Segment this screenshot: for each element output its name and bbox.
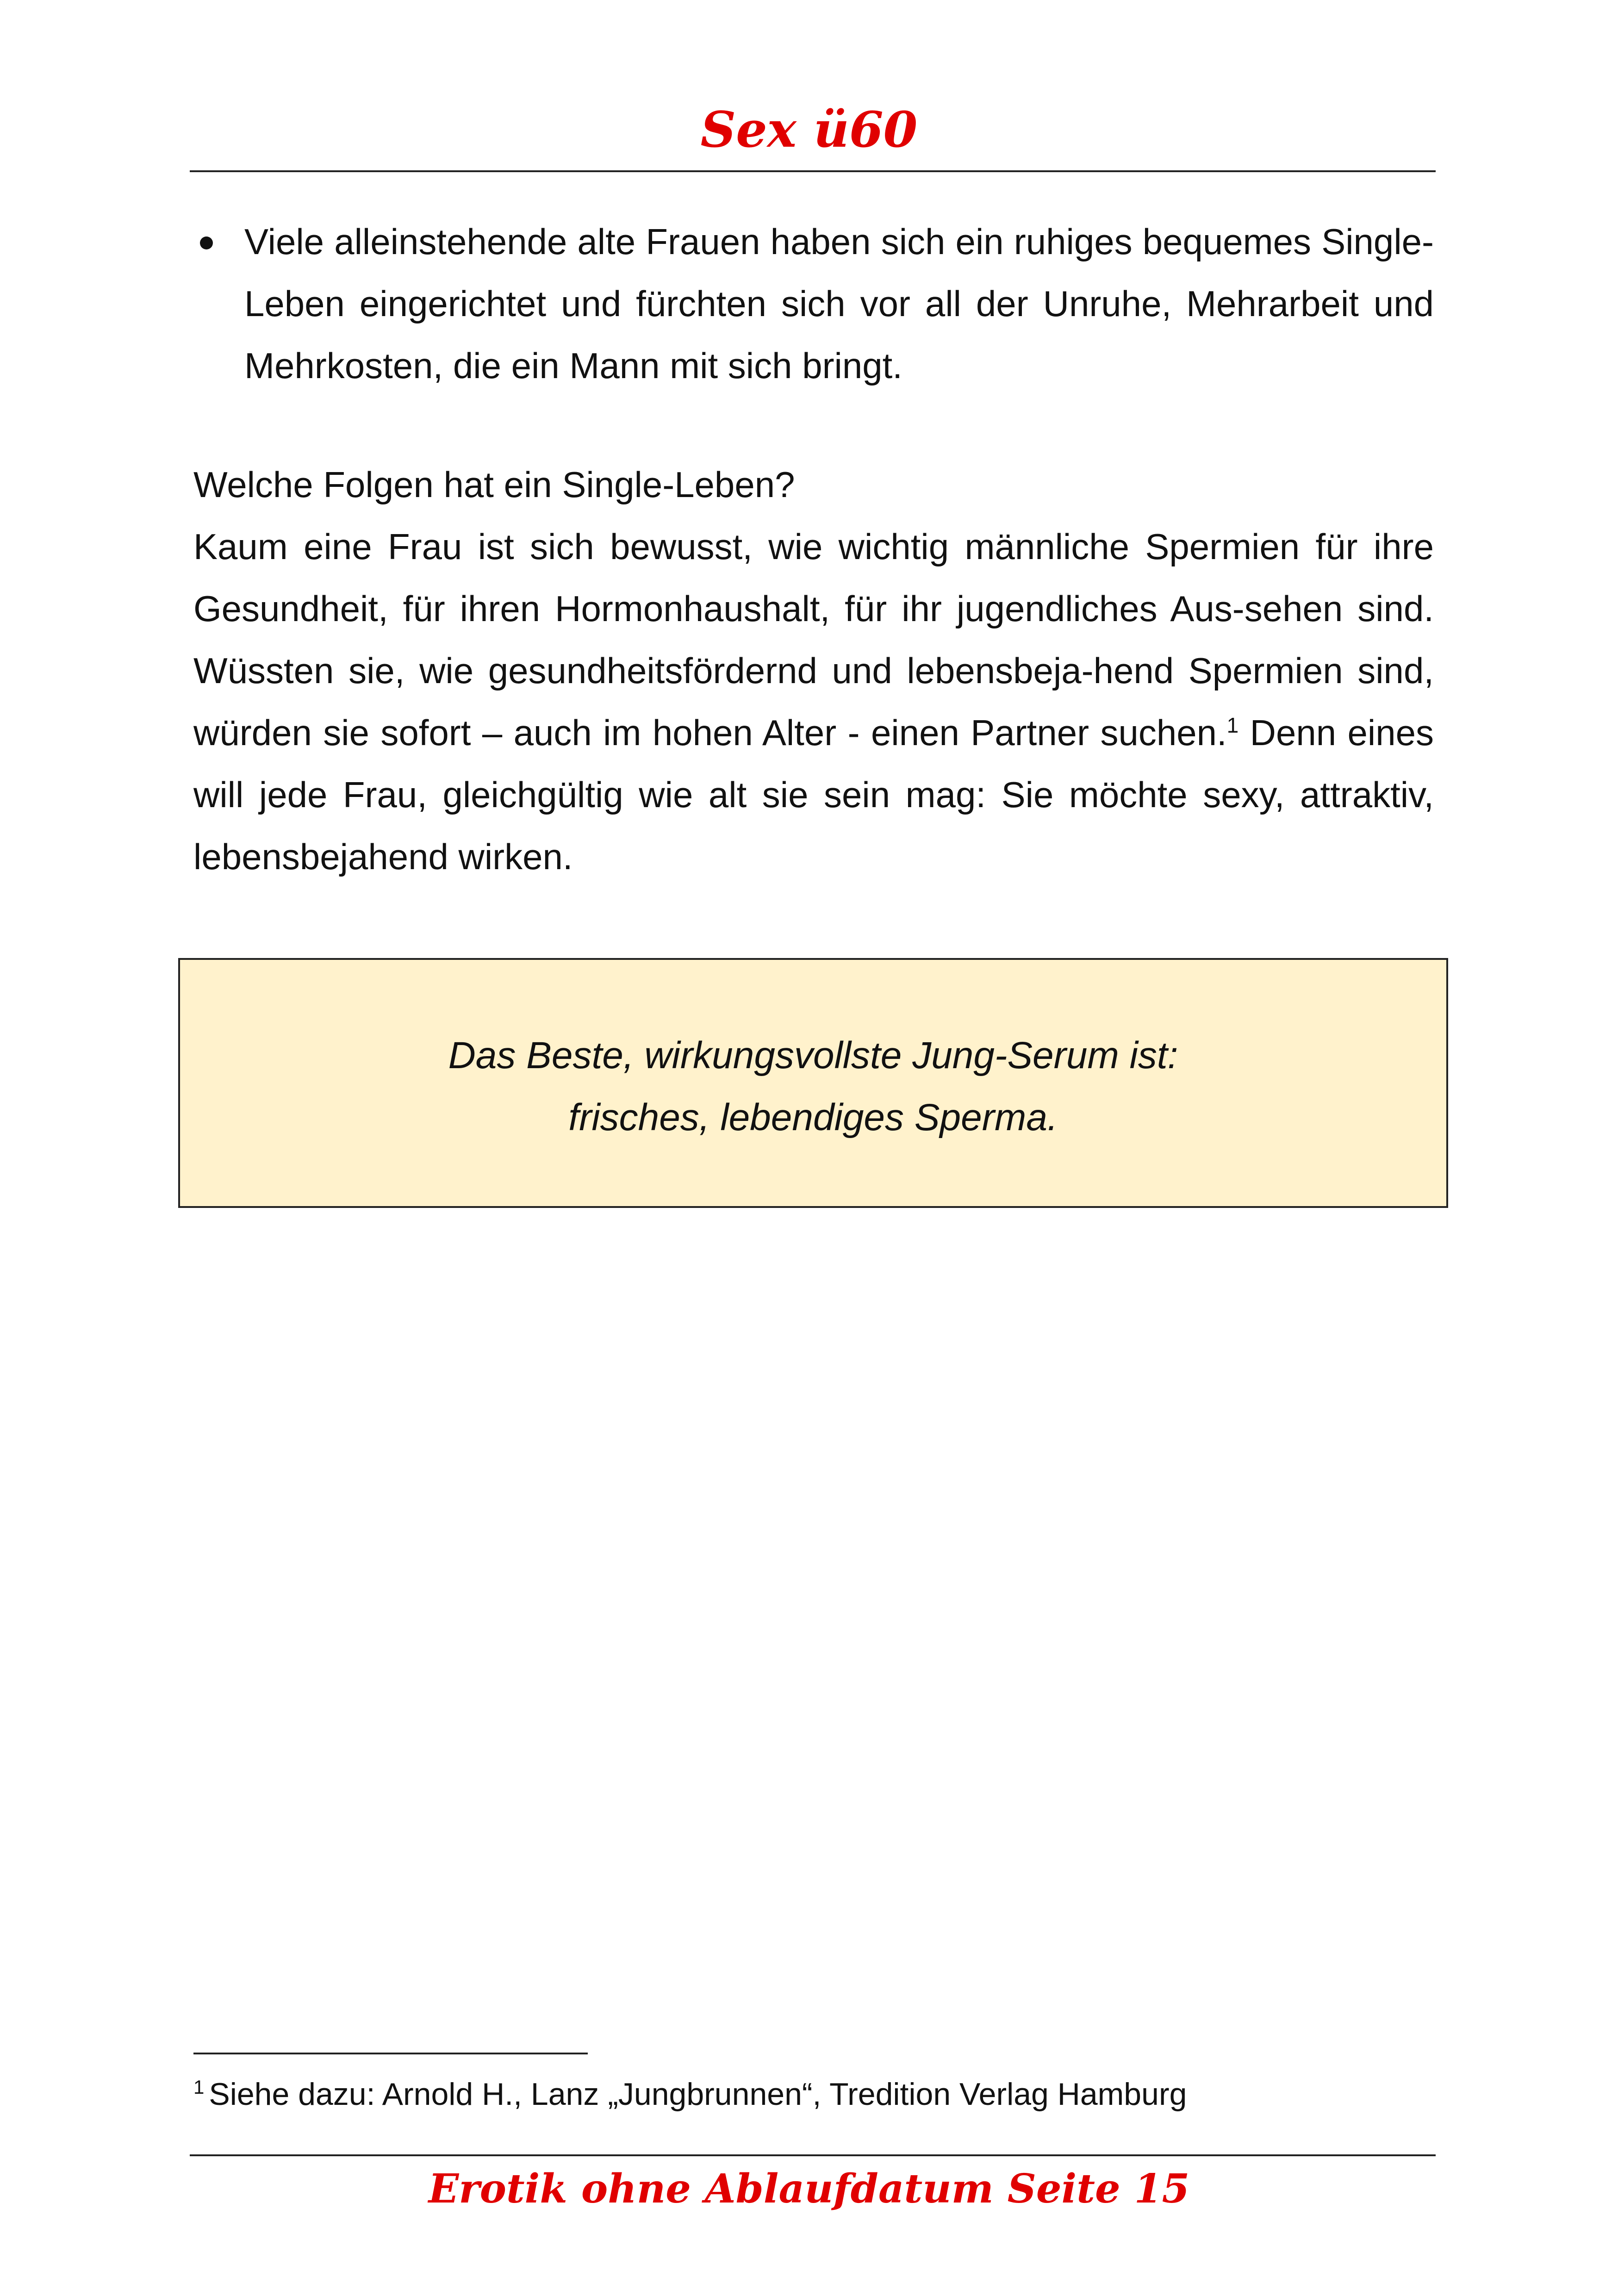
bullet-icon (200, 236, 213, 249)
page-footer: Erotik ohne Ablaufdatum Seite 15 (428, 2165, 1190, 2212)
footnote-number: 1 (193, 2076, 205, 2098)
highlight-quote-box (178, 958, 1448, 1208)
footnote (193, 2069, 1434, 2120)
bullet-list-item (193, 211, 1434, 397)
footnote-divider (193, 2053, 588, 2054)
section-question: Welche Folgen hat ein Single-Leben? (193, 464, 795, 505)
paragraph-text-part1: Kaum eine Frau ist sich bewusst, wie wichtig männliche Spermien für ihre Gesundheit, für ihren Hormonhaushalt, für ihr jugendliches Aus-sehen sind. Wüssten sie, wie gesundheitsfördernd und lebensbeja-hend Spermien sind, würden sie sofort – auch im hohen Alter - einen Partner suchen. (193, 526, 1434, 753)
quote-line-1: Das Beste, wirkungsvollste Jung-Serum ist: (448, 1034, 1178, 1076)
bullet-text: Viele alleinstehende alte Frauen haben sich ein ruhiges bequemes Single-Leben eingerichtet und fürchten sich vor all der Unruhe, Mehrarbeit und Mehrkosten, die ein Mann mit sich bringt. (244, 221, 1434, 386)
footnote-text: Siehe dazu: Arnold H., Lanz „Jungbrunnen“, Tredition Verlag Hamburg (209, 2077, 1187, 2112)
paragraph-text-part2: Denn eines will jede Frau, gleichgültig wie alt sie sein mag: Sie möchte sexy, attraktiv, lebensbejahend wirken. (193, 712, 1434, 877)
body-paragraph (193, 516, 1434, 888)
footnote-reference[interactable]: 1 (1226, 713, 1239, 737)
header-divider (190, 170, 1436, 172)
quote-line-2: frisches, lebendiges Sperma. (568, 1096, 1058, 1139)
page-header-title: Sex ü60 (700, 100, 918, 158)
footer-divider (190, 2154, 1436, 2156)
